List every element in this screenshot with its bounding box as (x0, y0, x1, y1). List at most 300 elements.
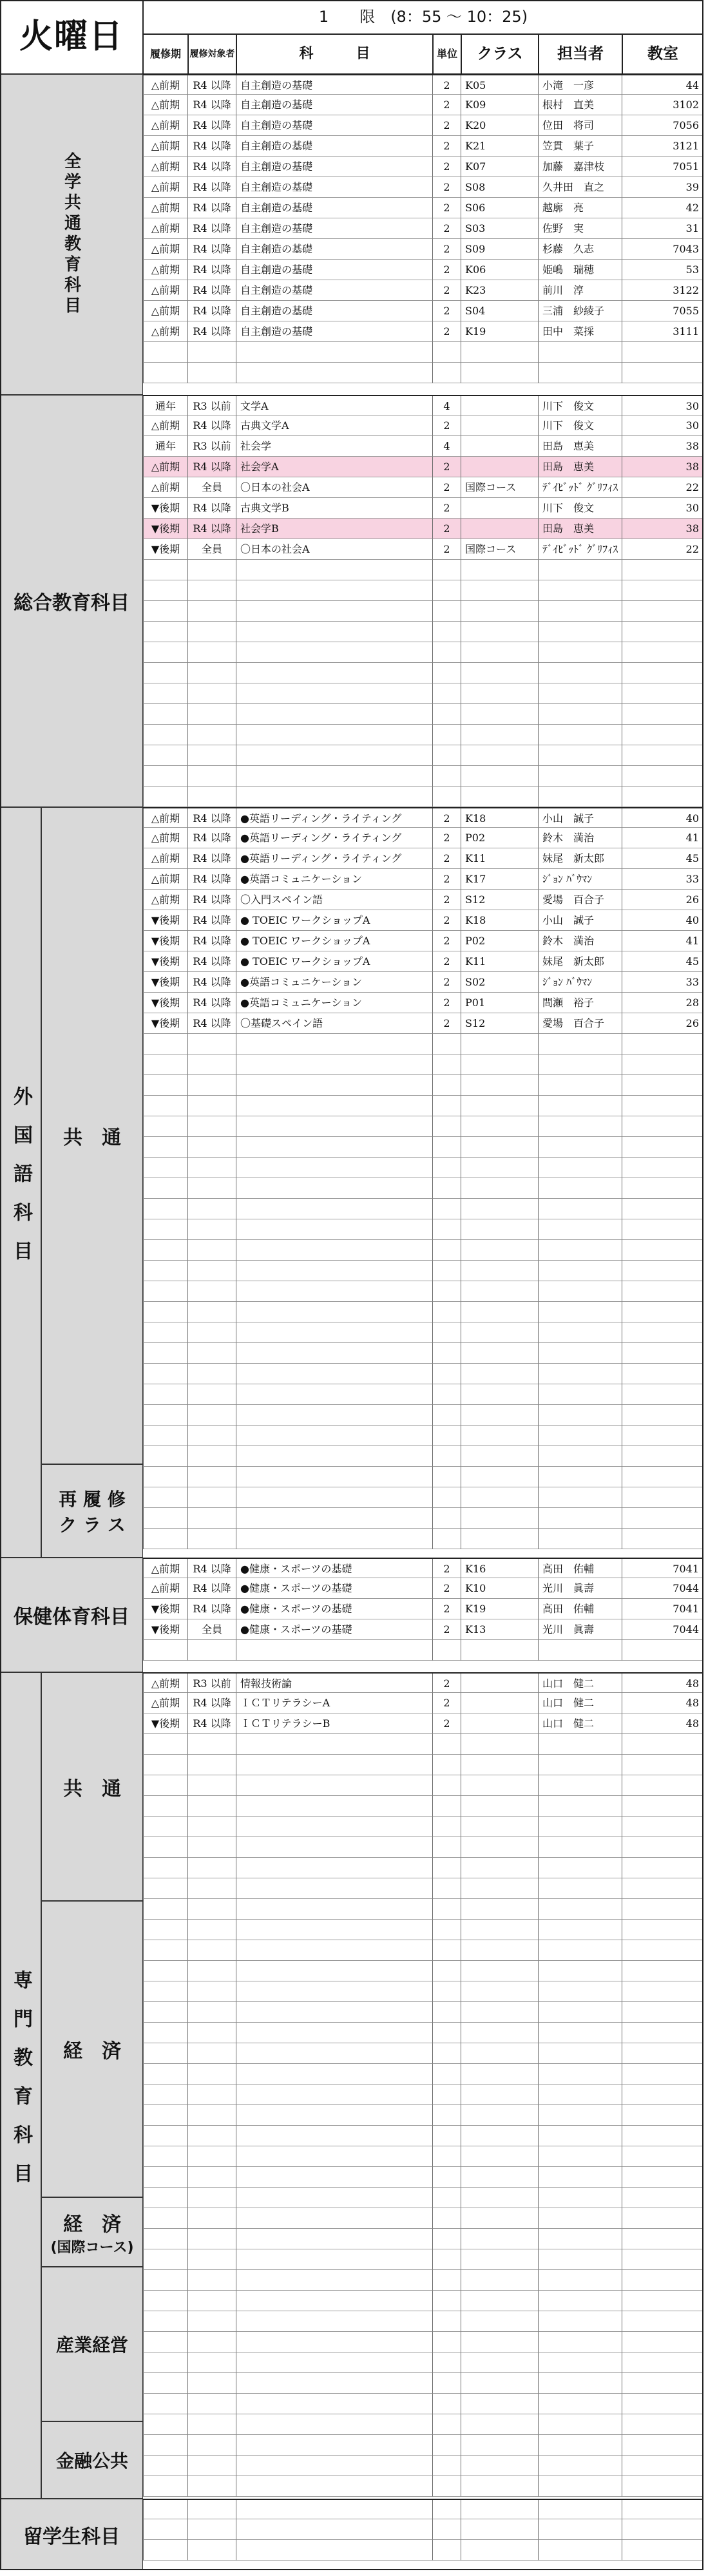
cell-room (622, 2249, 703, 2270)
cell-eligible (188, 1343, 236, 1364)
cell-term: ▼後期 (143, 1013, 188, 1034)
cell-teacher (539, 1302, 622, 1322)
cell-subject (236, 2435, 433, 2456)
cell-subject (236, 1640, 433, 1661)
cell-credits (433, 1364, 461, 1384)
table-row (143, 2499, 703, 2519)
cell-subject (236, 2229, 433, 2249)
cell-class (461, 2126, 539, 2146)
cell-eligible (188, 1529, 236, 1549)
table-row (143, 1384, 703, 1405)
cell-term (143, 1219, 188, 1240)
cell-class (461, 2249, 539, 2270)
cell-room: 33 (622, 972, 703, 993)
cell-eligible (188, 1858, 236, 1878)
cell-teacher (539, 787, 622, 807)
section-zengaku: 全学共通教育科目 (0, 74, 143, 395)
table-row (143, 415, 703, 436)
cell-credits (433, 1837, 461, 1858)
cell-credits (433, 1796, 461, 1817)
cell-teacher (539, 1075, 622, 1096)
table-row (143, 1640, 703, 1661)
cell-eligible (188, 2500, 236, 2519)
cell-room: 7056 (622, 115, 703, 136)
cell-subject (236, 1302, 433, 1322)
table-row (143, 1096, 703, 1116)
cell-class: S03 (461, 218, 539, 239)
cell-class (461, 1405, 539, 1426)
cell-room (622, 1796, 703, 1817)
table-row (143, 1322, 703, 1343)
cell-credits: 2 (433, 808, 461, 828)
cell-subject: ●健康・スポーツの基礎 (236, 1578, 433, 1599)
cell-teacher (539, 2435, 622, 2456)
cell-credits: 2 (433, 1619, 461, 1640)
cell-room: 38 (622, 457, 703, 477)
cell-room (622, 2435, 703, 2456)
cell-subject (236, 663, 433, 683)
cell-class: S12 (461, 890, 539, 910)
cell-credits (433, 1529, 461, 1549)
table-row (143, 1075, 703, 1096)
cell-subject: ●英語コミュニケーション (236, 869, 433, 890)
cell-term (143, 1940, 188, 1961)
table-row (143, 2043, 703, 2064)
cell-credits (433, 1240, 461, 1261)
table-row (143, 725, 703, 745)
cell-room: 7044 (622, 1578, 703, 1599)
cell-credits (433, 1817, 461, 1837)
table-row (143, 395, 703, 415)
col-header-term: 履修期 (143, 34, 188, 74)
table-row (143, 1578, 703, 1599)
cell-class (461, 1467, 539, 1487)
cell-subject: ●英語コミュニケーション (236, 993, 433, 1013)
cell-room: 7044 (622, 1619, 703, 1640)
table-row (143, 1054, 703, 1075)
cell-class (461, 519, 539, 539)
table-row (143, 2208, 703, 2229)
cell-teacher (539, 1096, 622, 1116)
cell-room (622, 1940, 703, 1961)
cell-term (143, 766, 188, 787)
table-row (143, 2023, 703, 2043)
cell-teacher: 前川 淳 (539, 280, 622, 301)
cell-subject (236, 2540, 433, 2561)
cell-credits (433, 1920, 461, 1940)
cell-eligible (188, 2105, 236, 2126)
table-row (143, 1558, 703, 1578)
table-row (143, 2435, 703, 2456)
cell-class (461, 2188, 539, 2208)
cell-class: P01 (461, 993, 539, 1013)
cell-teacher (539, 745, 622, 766)
table-row (143, 539, 703, 560)
cell-credits (433, 1961, 461, 1981)
cell-eligible (188, 787, 236, 807)
cell-credits (433, 580, 461, 601)
cell-subject (236, 1796, 433, 1817)
cell-subject (236, 1775, 433, 1796)
cell-class (461, 498, 539, 519)
cell-subject: 自主創造の基礎 (236, 115, 433, 136)
cell-class (461, 2291, 539, 2311)
cell-credits (433, 2167, 461, 2188)
cell-eligible (188, 363, 236, 383)
cell-class (461, 2043, 539, 2064)
cell-class (461, 1508, 539, 1529)
cell-room (622, 642, 703, 663)
cell-credits (433, 1096, 461, 1116)
table-row (143, 2540, 703, 2561)
cell-subject (236, 2126, 433, 2146)
table-row (143, 177, 703, 198)
cell-credits: 2 (433, 415, 461, 436)
cell-subject (236, 2085, 433, 2105)
cell-eligible: R4 以降 (188, 1713, 236, 1734)
cell-teacher: 久井田 直之 (539, 177, 622, 198)
cell-class (461, 2394, 539, 2414)
table-row (143, 1796, 703, 1817)
cell-room: 42 (622, 198, 703, 218)
cell-room (622, 663, 703, 683)
cell-credits (433, 2188, 461, 2208)
cell-term (143, 2023, 188, 2043)
cell-class (461, 1961, 539, 1981)
cell-eligible: R4 以降 (188, 828, 236, 848)
cell-class (461, 1426, 539, 1446)
table-row (143, 1713, 703, 1734)
cell-room (622, 1426, 703, 1446)
cell-teacher: 杉藤 久志 (539, 239, 622, 260)
cell-room (622, 1858, 703, 1878)
table-row (143, 2229, 703, 2249)
table-row (143, 1343, 703, 1364)
cell-eligible: R4 以降 (188, 890, 236, 910)
cell-room (622, 1096, 703, 1116)
cell-teacher (539, 2229, 622, 2249)
cell-subject (236, 642, 433, 663)
cell-room (622, 2291, 703, 2311)
cell-eligible: R3 以前 (188, 396, 236, 415)
cell-teacher (539, 1219, 622, 1240)
cell-credits: 2 (433, 828, 461, 848)
cell-eligible (188, 1961, 236, 1981)
cell-teacher (539, 1878, 622, 1899)
cell-subject: 自主創造の基礎 (236, 280, 433, 301)
table-row (143, 1878, 703, 1899)
cell-class (461, 342, 539, 363)
cell-eligible (188, 1446, 236, 1467)
cell-term: △前期 (143, 1559, 188, 1578)
cell-eligible (188, 1981, 236, 2002)
cell-room: 40 (622, 808, 703, 828)
cell-teacher (539, 2270, 622, 2291)
cell-subject (236, 766, 433, 787)
cell-subject: 自主創造の基礎 (236, 218, 433, 239)
cell-class (461, 1137, 539, 1158)
cell-term: △前期 (143, 848, 188, 869)
cell-class (461, 601, 539, 622)
cell-class (461, 1817, 539, 1837)
cell-credits: 4 (433, 436, 461, 457)
cell-class: S04 (461, 301, 539, 321)
cell-teacher (539, 1322, 622, 1343)
cell-term (143, 2208, 188, 2229)
cell-eligible (188, 1034, 236, 1054)
cell-subject: 自主創造の基礎 (236, 260, 433, 280)
table-row (143, 972, 703, 993)
table-row (143, 931, 703, 951)
cell-teacher: 間瀬 裕子 (539, 993, 622, 1013)
cell-room: 53 (622, 260, 703, 280)
cell-eligible: R4 以降 (188, 931, 236, 951)
cell-term: △前期 (143, 75, 188, 95)
cell-room (622, 1364, 703, 1384)
cell-term (143, 1199, 188, 1219)
cell-term: △前期 (143, 239, 188, 260)
cell-room (622, 2105, 703, 2126)
cell-term: △前期 (143, 890, 188, 910)
cell-teacher: 山口 健二 (539, 1713, 622, 1734)
cell-eligible: R4 以降 (188, 910, 236, 931)
cell-term: △前期 (143, 1674, 188, 1693)
cell-room: 41 (622, 931, 703, 951)
cell-class (461, 1487, 539, 1508)
cell-teacher: 加藤 嘉津枝 (539, 157, 622, 177)
cell-eligible (188, 2332, 236, 2352)
cell-class (461, 1261, 539, 1281)
cell-eligible (188, 2394, 236, 2414)
cell-class (461, 1302, 539, 1322)
cell-teacher (539, 1640, 622, 1661)
cell-class (461, 766, 539, 787)
cell-teacher (539, 2002, 622, 2023)
cell-term (143, 2476, 188, 2497)
cell-subject: ●英語コミュニケーション (236, 972, 433, 993)
table-row (143, 1487, 703, 1508)
cell-class (461, 704, 539, 725)
cell-class (461, 2270, 539, 2291)
cell-term (143, 1054, 188, 1075)
cell-subject: ＩＣＴリテラシーA (236, 1693, 433, 1713)
cell-subject (236, 1075, 433, 1096)
cell-eligible (188, 1178, 236, 1199)
cell-teacher: 笠貫 葉子 (539, 136, 622, 157)
cell-eligible (188, 2208, 236, 2229)
cell-class (461, 1674, 539, 1693)
cell-room (622, 2476, 703, 2497)
cell-term: △前期 (143, 157, 188, 177)
cell-term (143, 580, 188, 601)
cell-term (143, 1837, 188, 1858)
table-row (143, 1281, 703, 1302)
table-row (143, 1178, 703, 1199)
table-row (143, 2146, 703, 2167)
cell-teacher (539, 1137, 622, 1158)
cell-credits: 2 (433, 1674, 461, 1693)
cell-subject (236, 1384, 433, 1405)
cell-subject: 社会学A (236, 457, 433, 477)
cell-teacher (539, 1034, 622, 1054)
cell-subject (236, 363, 433, 383)
cell-term (143, 1405, 188, 1426)
cell-subject: ●健康・スポーツの基礎 (236, 1559, 433, 1578)
cell-room (622, 2208, 703, 2229)
cell-credits: 2 (433, 910, 461, 931)
cell-eligible (188, 1487, 236, 1508)
cell-subject (236, 601, 433, 622)
cell-credits (433, 2311, 461, 2332)
cell-room (622, 2394, 703, 2414)
cell-subject (236, 622, 433, 642)
table-row (143, 1446, 703, 1467)
cell-credits (433, 2002, 461, 2023)
cell-teacher (539, 2064, 622, 2085)
cell-credits: 2 (433, 1578, 461, 1599)
cell-eligible (188, 1137, 236, 1158)
table-row (143, 807, 703, 828)
cell-class (461, 580, 539, 601)
cell-eligible: R4 以降 (188, 1578, 236, 1599)
cell-eligible: R4 以降 (188, 177, 236, 198)
cell-term: △前期 (143, 869, 188, 890)
cell-subject (236, 2291, 433, 2311)
cell-class (461, 2311, 539, 2332)
cell-teacher: 鈴木 満治 (539, 828, 622, 848)
cell-term: △前期 (143, 260, 188, 280)
cell-term (143, 2352, 188, 2373)
cell-eligible: R4 以降 (188, 136, 236, 157)
cell-credits (433, 1981, 461, 2002)
cell-credits: 2 (433, 198, 461, 218)
cell-teacher (539, 1467, 622, 1487)
cell-eligible (188, 2002, 236, 2023)
cell-term (143, 2311, 188, 2332)
cell-room (622, 1322, 703, 1343)
cell-teacher (539, 2394, 622, 2414)
col-header-eligible: 履修対象者 (188, 34, 236, 74)
cell-class (461, 1240, 539, 1261)
cell-teacher (539, 2373, 622, 2394)
cell-subject (236, 1034, 433, 1054)
cell-room: 41 (622, 828, 703, 848)
cell-credits (433, 2414, 461, 2435)
table-row (143, 1920, 703, 1940)
cell-teacher: 川下 俊文 (539, 415, 622, 436)
cell-credits (433, 1034, 461, 1054)
cell-subject: ● TOEIC ワークショップA (236, 931, 433, 951)
cell-subject (236, 2167, 433, 2188)
cell-eligible (188, 1796, 236, 1817)
cell-teacher (539, 1487, 622, 1508)
cell-credits: 2 (433, 177, 461, 198)
cell-eligible (188, 1940, 236, 1961)
cell-class: S12 (461, 1013, 539, 1034)
cell-room (622, 683, 703, 704)
table-row (143, 704, 703, 725)
cell-credits: 2 (433, 498, 461, 519)
cell-subject: ●健康・スポーツの基礎 (236, 1599, 433, 1619)
cell-credits: 2 (433, 321, 461, 342)
cell-credits: 2 (433, 951, 461, 972)
cell-class (461, 396, 539, 415)
cell-room (622, 1755, 703, 1775)
cell-teacher (539, 2249, 622, 2270)
cell-credits: 2 (433, 301, 461, 321)
cell-term (143, 1961, 188, 1981)
cell-class (461, 1734, 539, 1755)
cell-subject: 自主創造の基礎 (236, 321, 433, 342)
table-row (143, 301, 703, 321)
cell-credits (433, 622, 461, 642)
cell-teacher (539, 2023, 622, 2043)
cell-class (461, 2476, 539, 2497)
cell-class (461, 1096, 539, 1116)
cell-teacher (539, 2291, 622, 2311)
cell-class: K06 (461, 260, 539, 280)
cell-subject (236, 1899, 433, 1920)
cell-eligible (188, 2064, 236, 2085)
cell-class (461, 1343, 539, 1364)
cell-eligible: 全員 (188, 539, 236, 560)
cell-teacher (539, 1054, 622, 1075)
cell-teacher: 山口 健二 (539, 1693, 622, 1713)
cell-subject: ●英語リーディング・ライティング (236, 828, 433, 848)
cell-eligible (188, 2229, 236, 2249)
cell-teacher (539, 683, 622, 704)
table-row (143, 1508, 703, 1529)
table-row (143, 2064, 703, 2085)
cell-credits: 4 (433, 396, 461, 415)
cell-teacher (539, 1116, 622, 1137)
cell-eligible: R4 以降 (188, 75, 236, 95)
cell-credits: 2 (433, 239, 461, 260)
cell-credits (433, 2146, 461, 2167)
cell-teacher (539, 2414, 622, 2435)
section-keizai-kokusai (41, 2197, 143, 2267)
cell-room (622, 2085, 703, 2105)
cell-term: △前期 (143, 218, 188, 239)
section-ryugaku: 留学生科目 (0, 2499, 143, 2570)
cell-term: △前期 (143, 808, 188, 828)
cell-term (143, 745, 188, 766)
cell-eligible: R4 以降 (188, 239, 236, 260)
table-row (143, 363, 703, 383)
cell-eligible: R4 以降 (188, 280, 236, 301)
cell-teacher (539, 1981, 622, 2002)
cell-credits: 2 (433, 457, 461, 477)
cell-subject: 情報技術論 (236, 1674, 433, 1693)
cell-eligible (188, 2540, 236, 2561)
cell-class: K18 (461, 910, 539, 931)
cell-room (622, 1487, 703, 1508)
cell-eligible (188, 766, 236, 787)
cell-class (461, 2064, 539, 2085)
cell-subject (236, 1054, 433, 1075)
cell-term (143, 601, 188, 622)
cell-teacher (539, 2085, 622, 2105)
cell-eligible: R4 以降 (188, 115, 236, 136)
cell-term: △前期 (143, 280, 188, 301)
cell-teacher (539, 2352, 622, 2373)
cell-subject (236, 1817, 433, 1837)
cell-room (622, 2373, 703, 2394)
cell-subject (236, 2249, 433, 2270)
cell-class (461, 1158, 539, 1178)
table-row (143, 457, 703, 477)
cell-class (461, 2414, 539, 2435)
